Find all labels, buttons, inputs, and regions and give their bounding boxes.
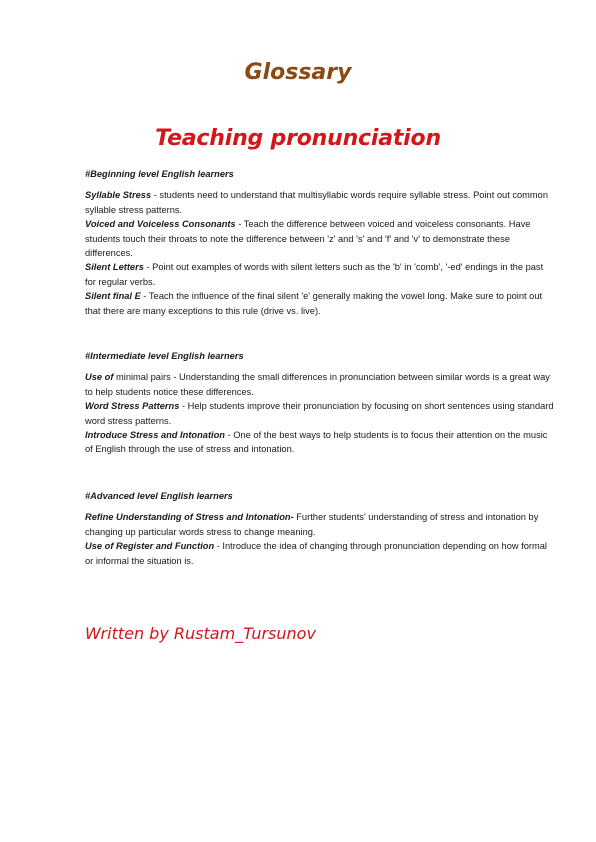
glossary-entry [85, 260, 555, 289]
section-beginning [85, 167, 555, 318]
entry-text: minimal pairs - Understanding the small differences in pronunciation between similar words is a great way to help students notice these differences. [85, 372, 550, 397]
entry-text: - Teach the difference between voiced and voiceless consonants. Have students touch their throats to note the difference between 'z' and 's' and 'f' and 'v' to demonstrate these differences. [85, 219, 531, 259]
entry-text: - One of the best ways to help students is to focus their attention on the music of English through the use of stress and intonation. [85, 430, 548, 455]
glossary-entry [85, 289, 555, 318]
page-title: Teaching pronunciation [155, 126, 441, 151]
section-heading: #Intermediate level English learners [85, 351, 244, 361]
glossary-entry [85, 188, 555, 217]
entry-text: - students need to understand that multisyllabic words require syllable stress. Point out common syllable stress patterns. [85, 190, 549, 215]
glossary-entry [85, 428, 555, 457]
entry-text: - Help students improve their pronunciation by focusing on short sentences using standard word stress patterns. [85, 401, 554, 426]
glossary-entry [85, 510, 555, 539]
entry-text: - Teach the influence of the final silent 'e' generally making the vowel long. Make sure to point out that there are many exceptions to this rule (drive vs. live). [85, 291, 543, 316]
entry-text: Further students' understanding of stress and intonation by changing up particular words stress to change meaning. [85, 512, 539, 537]
glossary-title: Glossary [244, 60, 352, 85]
glossary-entry [85, 370, 555, 399]
glossary-entry [85, 539, 555, 568]
glossary-entry [85, 399, 555, 428]
section-intermediate [85, 349, 555, 457]
entry-text: - Introduce the idea of changing through pronunciation depending on how formal or informal the situation is. [85, 541, 547, 566]
section-heading: #Beginning level English learners [85, 169, 234, 179]
entry-term: Refine Understanding of Stress and Intonation- [85, 512, 294, 523]
glossary-entry [85, 217, 555, 260]
entry-term: Introduce Stress and Intonation [85, 430, 225, 441]
section-heading: #Advanced level English learners [85, 491, 233, 501]
entry-term: Word Stress Patterns [85, 401, 180, 412]
entry-term: Use of Register and Function [85, 541, 215, 552]
entry-text: - Point out examples of words with silent letters such as the 'b' in 'comb', '-ed' endings in the past for regular verbs. [85, 262, 544, 287]
entry-term: Use of [85, 372, 114, 383]
section-advanced [85, 489, 555, 568]
author-credit: Written by Rustam_Tursunov [85, 624, 316, 643]
entry-term: Syllable Stress [85, 190, 152, 201]
entry-term: Silent final E [85, 291, 141, 302]
entry-term: Voiced and Voiceless Consonants [85, 219, 236, 230]
entry-term: Silent Letters [85, 262, 144, 273]
